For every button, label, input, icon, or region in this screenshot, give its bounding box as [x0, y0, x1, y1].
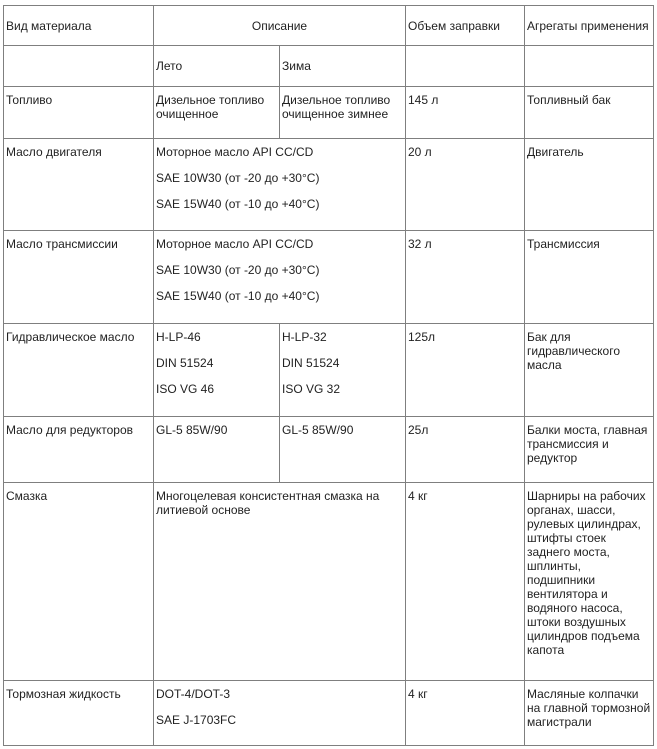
- summer-line: GL-5 85W/90: [156, 422, 228, 437]
- volume-cell: 32 л: [406, 231, 525, 324]
- winter-cell: [280, 416, 406, 483]
- description-line: Моторное масло API CC/CD: [156, 237, 314, 252]
- material-cell: Масло двигателя: [4, 139, 154, 231]
- volume-cell: 20 л: [406, 139, 525, 231]
- table-row: [4, 231, 654, 324]
- subheader-summer: Лето: [154, 46, 280, 86]
- table-row: [4, 483, 654, 681]
- material-cell: Масло для редукторов: [4, 416, 154, 483]
- summer-line: H-LP-46: [156, 329, 201, 344]
- winter-line: ISO VG 32: [282, 381, 341, 396]
- material-cell: Гидравлическое масло: [4, 323, 154, 416]
- table-row: [4, 416, 654, 483]
- empty-cell: [406, 46, 525, 86]
- material-cell: Топливо: [4, 86, 154, 138]
- units-cell: Шарниры на рабочих органах, шасси, рулевых цилиндрах, штифты стоек заднего моста, шплинты, подшипники вентилятора и водяного насоса, штоки воздушных цилиндров подъема капота: [525, 483, 654, 681]
- lubricants-table: [3, 5, 654, 746]
- summer-line: ISO VG 46: [156, 381, 215, 396]
- description-cell: [154, 139, 406, 231]
- table-row: [4, 86, 654, 138]
- summer-line: Дизельное топливо очищенное: [156, 92, 265, 121]
- units-cell: Топливный бак: [525, 86, 654, 138]
- winter-cell: [280, 86, 406, 138]
- description-cell: [154, 231, 406, 324]
- units-cell: Трансмиссия: [525, 231, 654, 324]
- table-row: [4, 139, 654, 231]
- description-line: SAE J-1703FC: [156, 713, 237, 728]
- header-units: Агрегаты применения: [525, 6, 654, 46]
- volume-cell: 4 кг: [406, 483, 525, 681]
- table-row: [4, 323, 654, 416]
- header-description: Описание: [154, 6, 406, 46]
- volume-cell: 145 л: [406, 86, 525, 138]
- summer-cell: [154, 416, 280, 483]
- winter-line: GL-5 85W/90: [282, 422, 354, 437]
- description-cell: [154, 681, 406, 746]
- summer-line: DIN 51524: [156, 355, 214, 370]
- table-header-row: [4, 6, 654, 46]
- description-line: DOT-4/DOT-3: [156, 687, 231, 702]
- units-cell: Бак для гидравлического масла: [525, 323, 654, 416]
- empty-cell: [525, 46, 654, 86]
- table-row: [4, 681, 654, 746]
- description-line: SAE 10W30 (от -20 до +30°C): [156, 263, 320, 278]
- material-cell: Масло трансмиссии: [4, 231, 154, 324]
- subheader-winter: Зима: [280, 46, 406, 86]
- units-cell: Балки моста, главная трансмиссия и редуктор: [525, 416, 654, 483]
- units-cell: Масляные колпачки на главной тормозной магистрали: [525, 681, 654, 746]
- winter-line: DIN 51524: [282, 355, 340, 370]
- description-line: SAE 10W30 (от -20 до +30°C): [156, 171, 320, 186]
- description-line: Многоцелевая консистентная смазка на литиевой основе: [156, 489, 380, 518]
- description-line: Моторное масло API CC/CD: [156, 145, 314, 160]
- material-cell: Тормозная жидкость: [4, 681, 154, 746]
- material-cell: Смазка: [4, 483, 154, 681]
- winter-line: H-LP-32: [282, 329, 327, 344]
- empty-cell: [4, 46, 154, 86]
- header-volume: Объем заправки: [406, 6, 525, 46]
- volume-cell: 125л: [406, 323, 525, 416]
- summer-cell: [154, 323, 280, 416]
- volume-cell: 25л: [406, 416, 525, 483]
- description-line: SAE 15W40 (от -10 до +40°C): [156, 197, 320, 212]
- description-cell: [154, 483, 406, 681]
- volume-cell: 4 кг: [406, 681, 525, 746]
- winter-cell: [280, 323, 406, 416]
- winter-line: Дизельное топливо очищенное зимнее: [282, 92, 391, 121]
- header-material: Вид материала: [4, 6, 154, 46]
- table-subheader-row: [4, 46, 654, 86]
- units-cell: Двигатель: [525, 139, 654, 231]
- summer-cell: [154, 86, 280, 138]
- description-line: SAE 15W40 (от -10 до +40°C): [156, 289, 320, 304]
